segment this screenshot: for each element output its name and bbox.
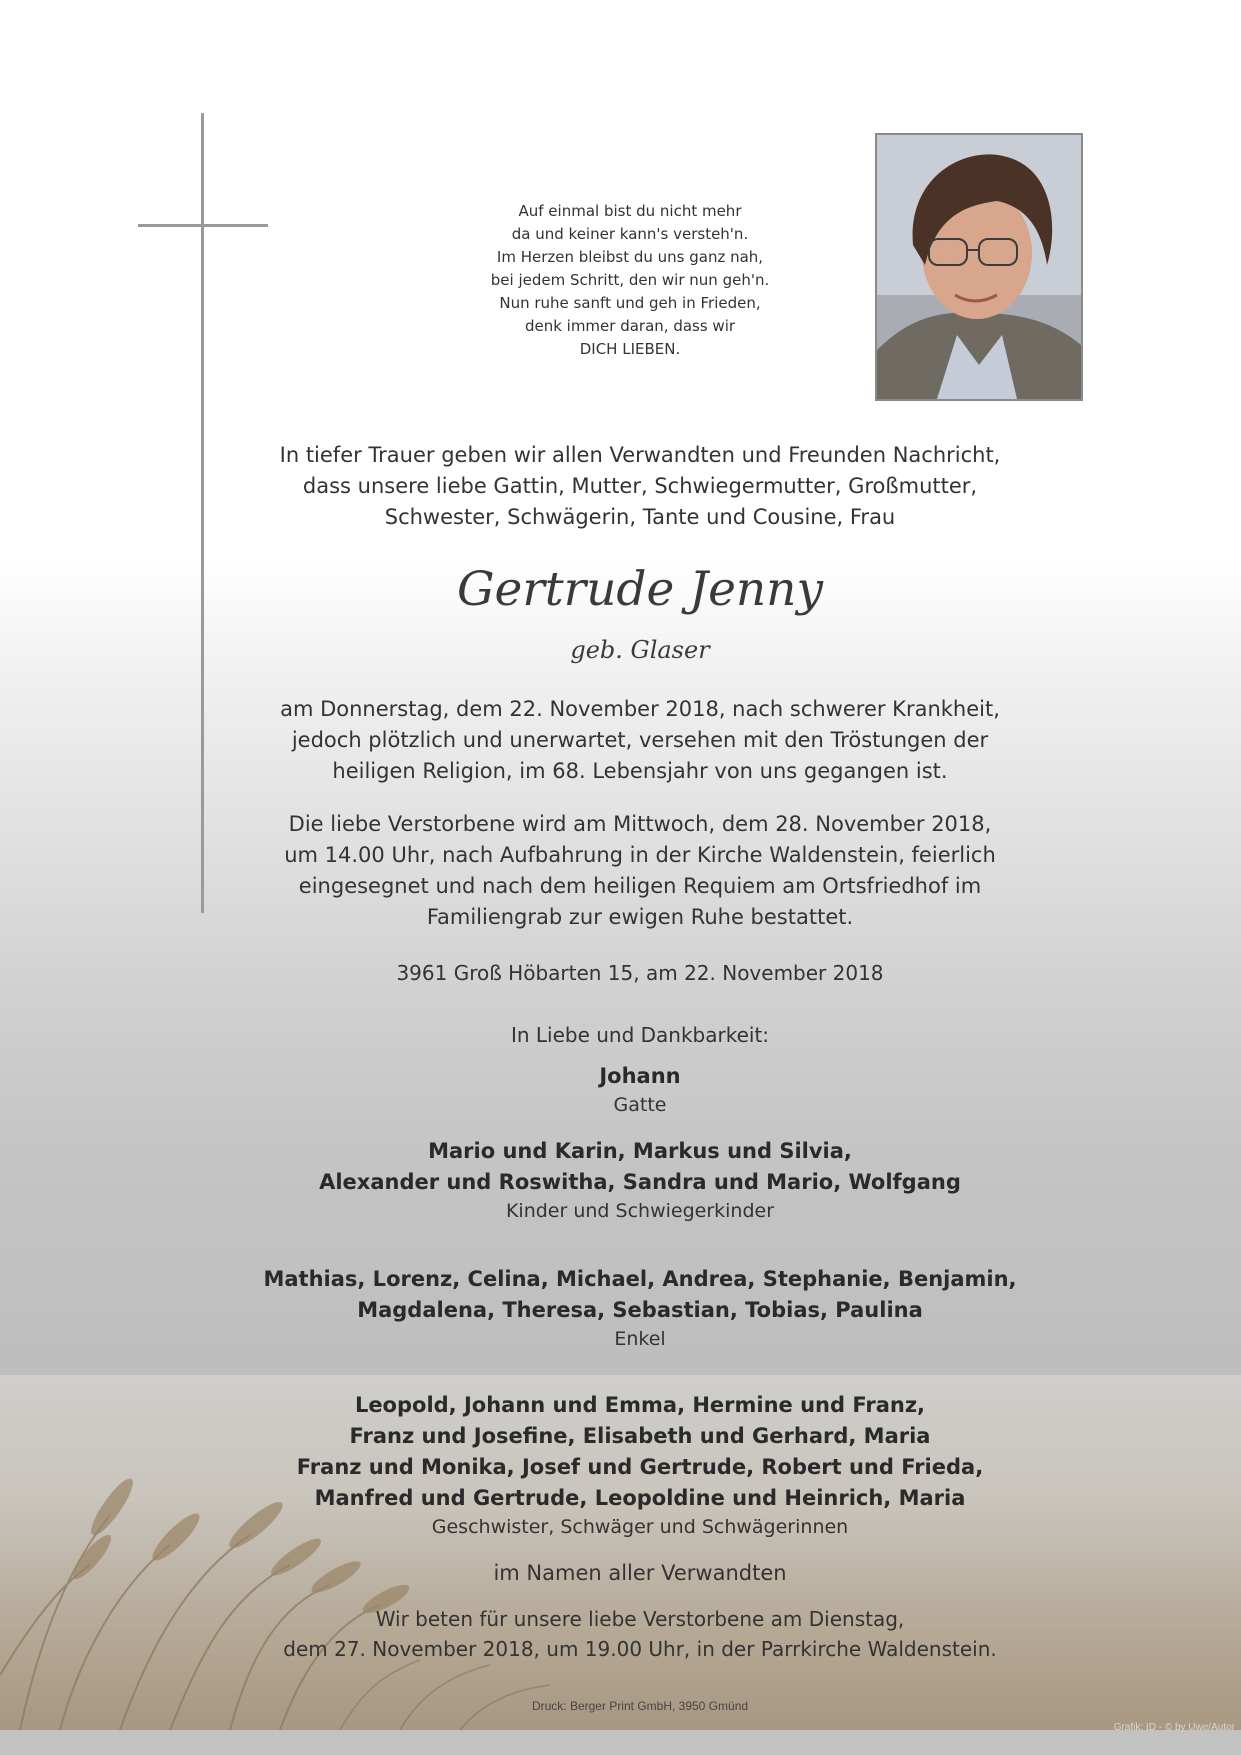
image-credit-watermark: Grafik: ID - © by Uwe/Autor bbox=[1113, 1722, 1235, 1733]
poem-line: bei jedem Schritt, den wir nun geh'n. bbox=[490, 271, 770, 289]
intro-line: Schwester, Schwägerin, Tante und Cousine, Frau bbox=[384, 505, 896, 529]
family-names: Magdalena, Theresa, Sebastian, Tobias, Paulina bbox=[357, 1298, 923, 1322]
family-relation: Enkel bbox=[614, 1328, 666, 1350]
family-group-siblings bbox=[240, 1390, 1040, 1541]
poem-line: Nun ruhe sanft und geh in Frieden, bbox=[499, 294, 761, 312]
family-relation: Gatte bbox=[613, 1094, 667, 1116]
poem-line: Auf einmal bist du nicht mehr bbox=[518, 202, 742, 220]
deceased-name: Gertrude Jenny bbox=[456, 562, 824, 617]
maiden-name: geb. Glaser bbox=[570, 636, 710, 664]
death-notice-line: jedoch plötzlich und unerwartet, versehen mit den Tröstungen der bbox=[291, 728, 989, 752]
poem-line: denk immer daran, dass wir bbox=[524, 317, 736, 335]
poem bbox=[430, 200, 830, 361]
portrait-image bbox=[877, 135, 1081, 399]
family-names: Franz und Josefine, Elisabeth und Gerhard, Maria bbox=[349, 1424, 931, 1448]
closing-phrase: In Liebe und Dankbarkeit: bbox=[510, 1023, 770, 1047]
place-and-date: 3961 Groß Höbarten 15, am 22. November 2018 bbox=[396, 961, 884, 985]
bottom-strip bbox=[0, 1730, 1241, 1755]
on-behalf-line: im Namen aller Verwandten bbox=[493, 1561, 787, 1585]
family-group-spouse bbox=[390, 1061, 890, 1119]
family-names: Mathias, Lorenz, Celina, Michael, Andrea, Stephanie, Benjamin, bbox=[263, 1267, 1017, 1291]
service-line: Wir beten für unsere liebe Verstorbene am Dienstag, bbox=[375, 1607, 905, 1631]
printer-credit: Druck: Berger Print GmbH, 3950 Gmünd bbox=[531, 1699, 749, 1713]
intro-line: dass unsere liebe Gattin, Mutter, Schwiegermutter, Großmutter, bbox=[302, 474, 978, 498]
family-names: Mario und Karin, Markus und Silvia, bbox=[428, 1139, 852, 1163]
poem-line: da und keiner kann's versteh'n. bbox=[511, 225, 749, 243]
family-names: Leopold, Johann und Emma, Hermine und Franz, bbox=[354, 1393, 926, 1417]
poem-line: Im Herzen bleibst du uns ganz nah, bbox=[496, 248, 764, 266]
funeral-line: Familiengrab zur ewigen Ruhe bestattet. bbox=[426, 905, 854, 929]
death-notice-line: am Donnerstag, dem 22. November 2018, nach schwerer Krankheit, bbox=[280, 697, 1000, 721]
death-notice-paragraph bbox=[220, 694, 1060, 787]
funeral-line: eingesegnet und nach dem heiligen Requiem am Ortsfriedhof im bbox=[298, 874, 982, 898]
cross-horizontal-bar bbox=[138, 224, 268, 227]
service-line: dem 27. November 2018, um 19.00 Uhr, in der Parrkirche Waldenstein. bbox=[283, 1637, 997, 1661]
family-relation: Geschwister, Schwäger und Schwägerinnen bbox=[431, 1516, 849, 1538]
funeral-line: um 14.00 Uhr, nach Aufbahrung in der Kirche Waldenstein, feierlich bbox=[284, 843, 996, 867]
funeral-paragraph bbox=[220, 809, 1060, 933]
family-relation: Kinder und Schwiegerkinder bbox=[505, 1200, 775, 1222]
family-names: Franz und Monika, Josef und Gertrude, Robert und Frieda, bbox=[296, 1455, 984, 1479]
family-names: Johann bbox=[599, 1064, 681, 1088]
prayer-service-notice bbox=[240, 1604, 1040, 1664]
family-group-grandchildren bbox=[240, 1264, 1040, 1353]
funeral-line: Die liebe Verstorbene wird am Mittwoch, dem 28. November 2018, bbox=[288, 812, 992, 836]
family-names: Alexander und Roswitha, Sandra und Mario, Wolfgang bbox=[319, 1170, 961, 1194]
intro-paragraph bbox=[220, 440, 1060, 533]
family-group-children bbox=[240, 1136, 1040, 1225]
poem-line: DICH LIEBEN. bbox=[579, 340, 681, 358]
family-names: Manfred und Gertrude, Leopoldine und Heinrich, Maria bbox=[314, 1486, 966, 1510]
cross-vertical-bar bbox=[201, 113, 204, 913]
portrait-photo bbox=[875, 133, 1083, 401]
death-notice-line: heiligen Religion, im 68. Lebensjahr von uns gegangen ist. bbox=[332, 759, 948, 783]
intro-line: In tiefer Trauer geben wir allen Verwandten und Freunden Nachricht, bbox=[279, 443, 1001, 467]
